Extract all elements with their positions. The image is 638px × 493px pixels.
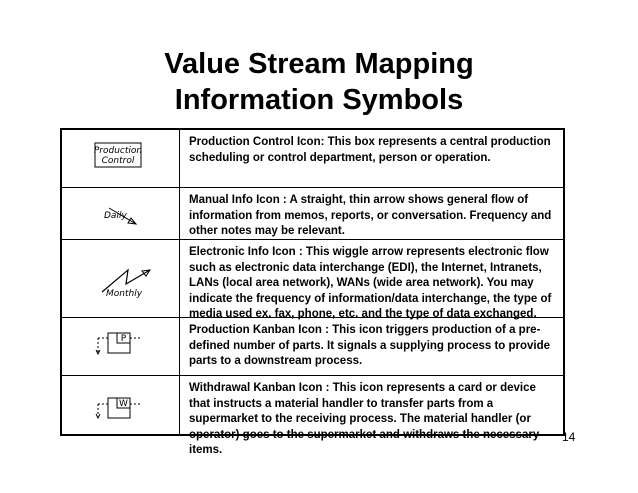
row-description: Manual Info Icon : A straight, thin arrow shows general flow of information from memos, reports, or conversation. Frequency and other notes may be relevant. — [189, 194, 552, 237]
icon-cell — [62, 376, 180, 434]
table-row — [62, 130, 563, 188]
row-description: Production Kanban Icon : This icon triggers production of a pre-defined number of parts. It signals a supplying process to provide parts to a downstream process. — [189, 324, 551, 367]
production-kanban-letter: P — [120, 334, 127, 344]
page-number: 14 — [562, 430, 576, 444]
row-description: Withdrawal Kanban Icon : This icon represents a card or device that instructs a material handler to transfer parts from a supermarket to the receiving process. The material handler (or operator) goes to the supermarket and withdraws the necessary items. — [189, 382, 540, 456]
title-line-2: Information Symbols — [174, 84, 464, 116]
title-line-1: Value Stream Mapping — [164, 48, 474, 80]
production-kanban-icon — [62, 318, 179, 376]
withdrawal-kanban-letter: W — [119, 399, 128, 409]
table-row — [62, 188, 563, 240]
symbols-table — [60, 128, 565, 456]
withdrawal-kanban-icon — [62, 376, 179, 434]
manual-info-frequency-label: Daily — [104, 211, 127, 221]
electronic-info-wiggle-arrow-icon — [62, 240, 179, 318]
icon-cell — [62, 240, 180, 317]
production-control-label-1: Production — [93, 146, 143, 156]
row-description: Electronic Info Icon : This wiggle arrow represents electronic flow such as electronic data interchange (EDI), the Internet, Intranets, LANs (local area network), WANs (wide area network). You may indicate the frequency of information/data interchange, the type of media used ex. fax, phone, etc. and the type of data exchanged. — [189, 246, 552, 320]
production-control-label-2: Control — [101, 156, 135, 166]
icon-cell — [62, 188, 180, 239]
table-row — [62, 318, 563, 376]
production-control-box-icon — [62, 130, 179, 188]
electronic-info-frequency-label: Monthly — [106, 289, 143, 299]
icon-cell — [62, 318, 180, 375]
table-row — [62, 376, 563, 456]
manual-info-arrow-icon — [62, 188, 179, 240]
icon-cell — [62, 130, 180, 187]
slide-title — [0, 46, 638, 118]
row-description: Production Control Icon: This box represents a central production scheduling or control department, person or operation. — [189, 136, 551, 164]
table-row — [62, 240, 563, 318]
